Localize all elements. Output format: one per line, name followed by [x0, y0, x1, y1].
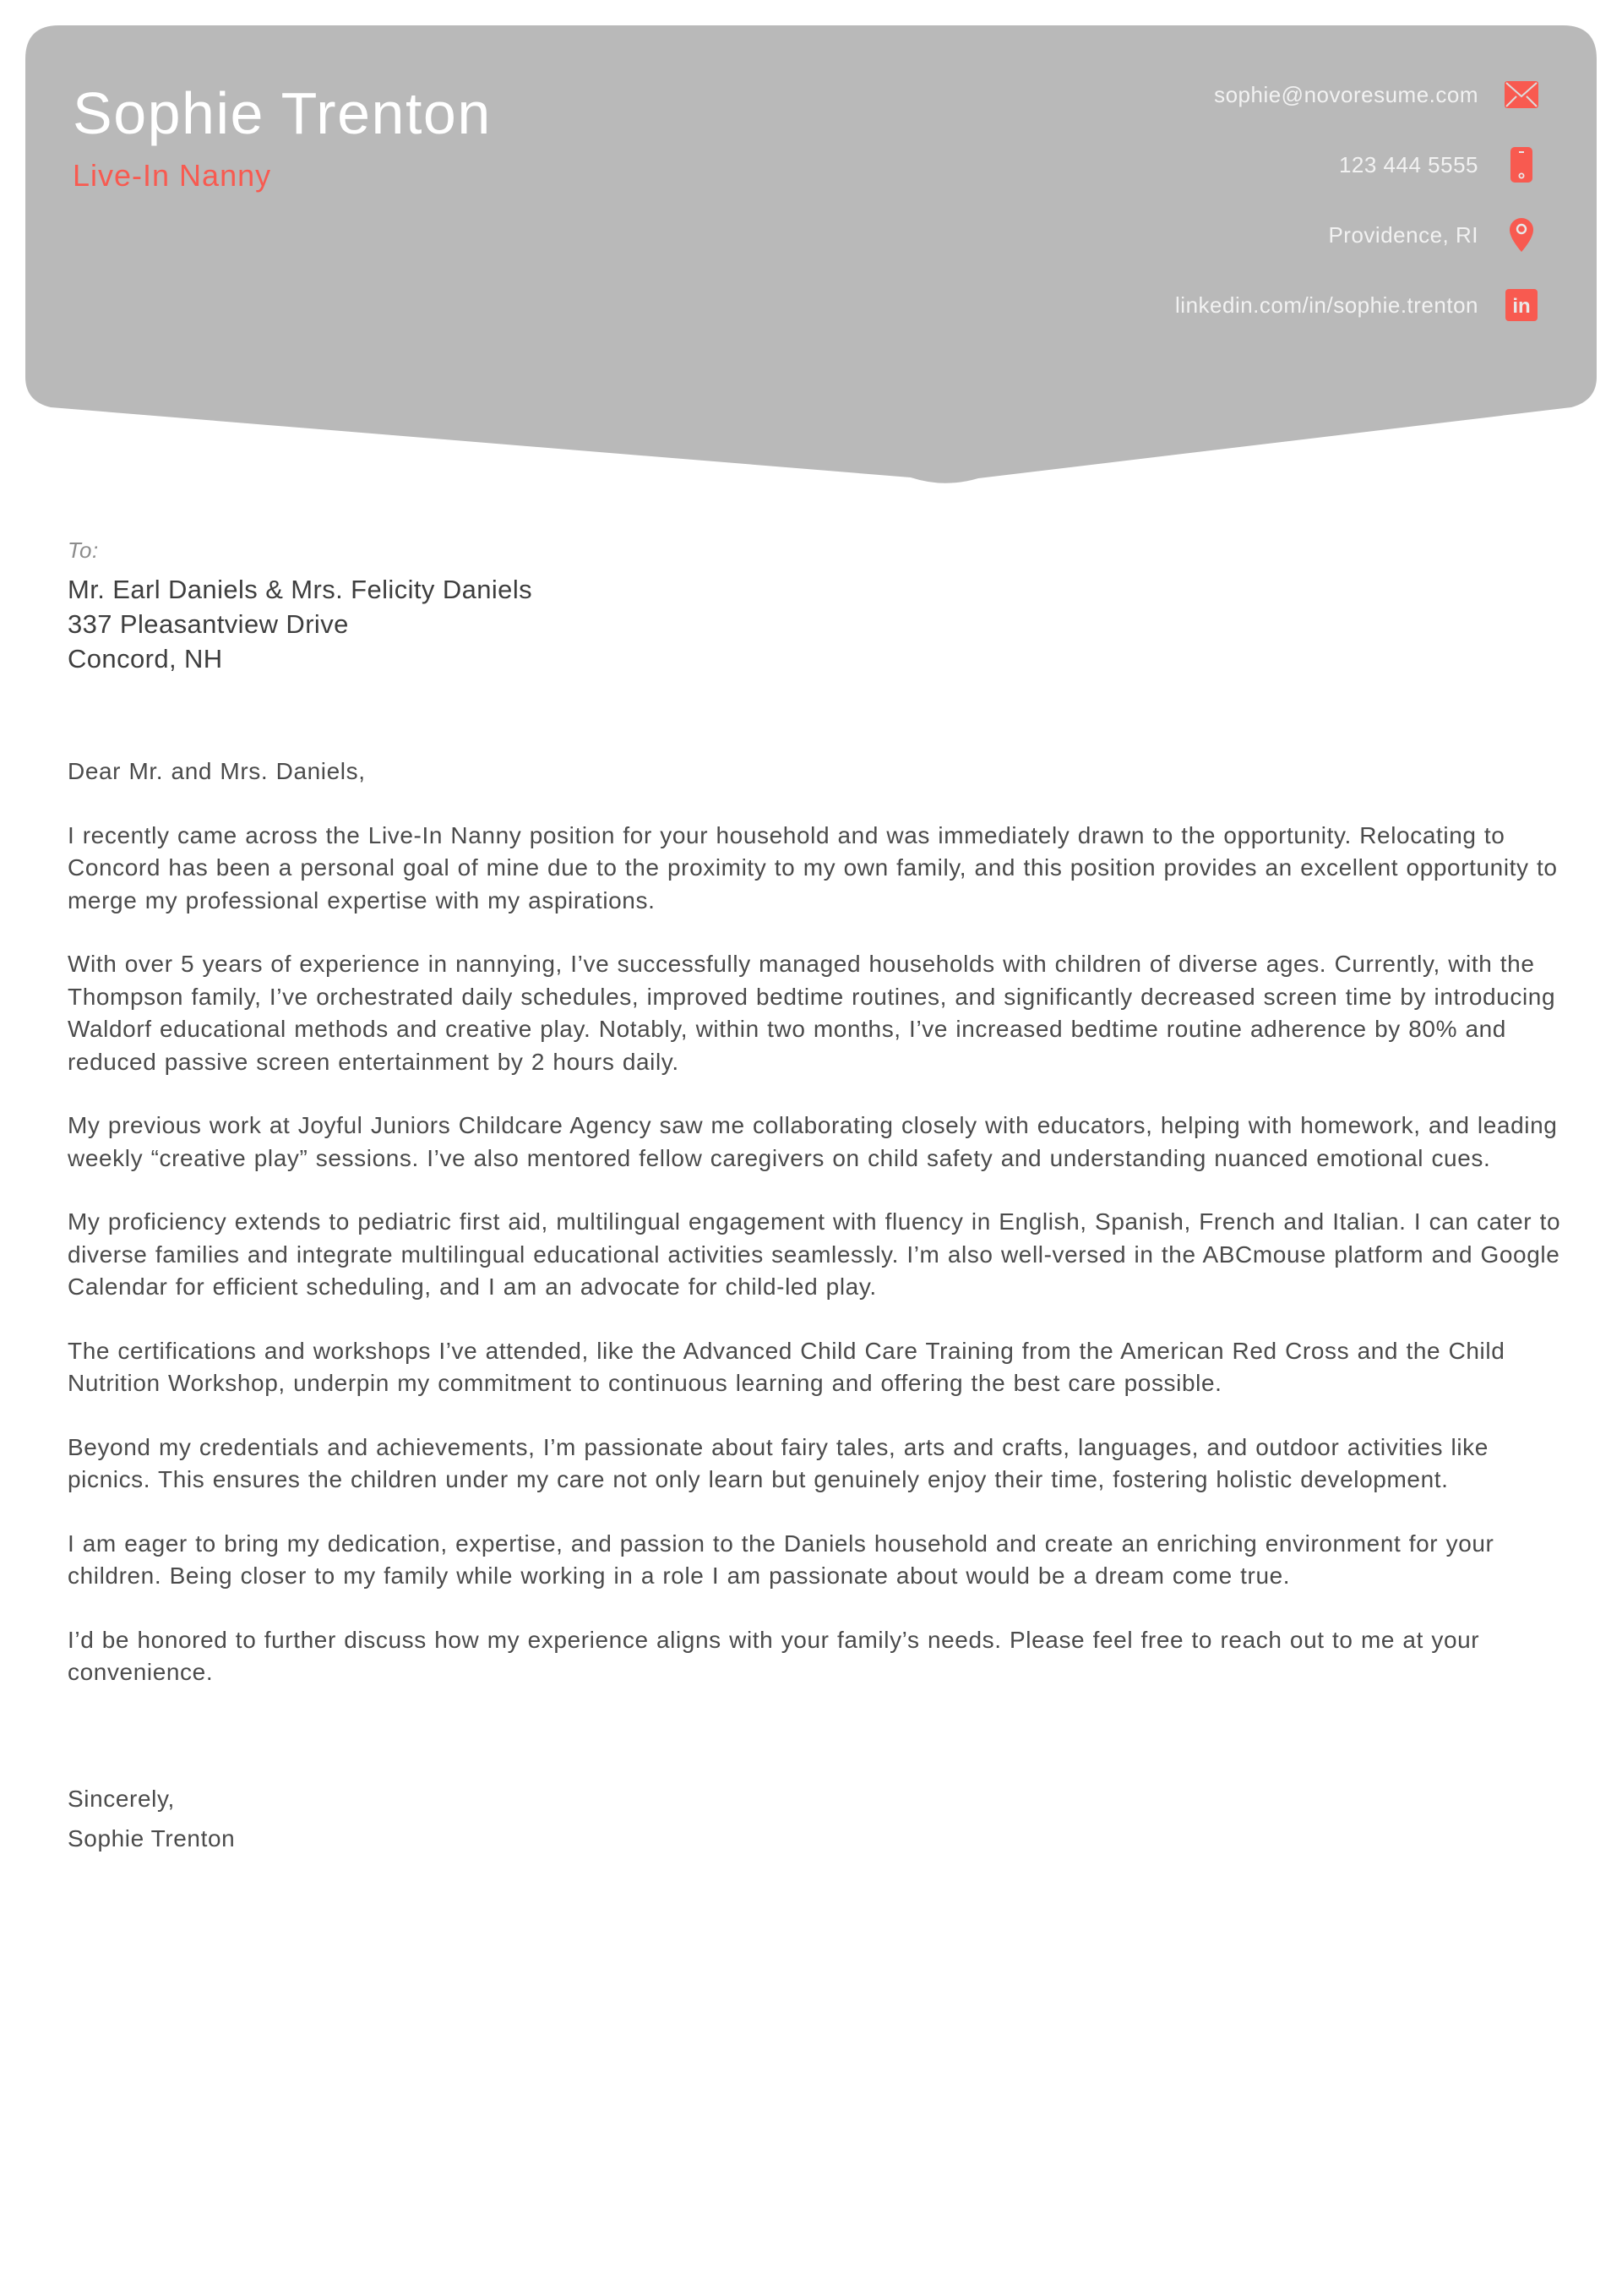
paragraph-previous-work: My previous work at Joyful Juniors Childcare Agency saw me collaborating closely with educators, helping with homework, and leading weekly “creative play” sessions. I’ve also mentored fellow caregivers on child safety and understanding nuanced emotional cues.	[68, 1112, 1558, 1171]
linkedin-icon	[1504, 287, 1539, 323]
paragraph-intro: I recently came across the Live-In Nanny position for your household and was immediately drawn to the opportunity. Relocating to Concord has been a personal goal of mine due to the proximity to my own family, and this position provides an excellent opportunity to merge my professional expertise with my aspirations.	[68, 821, 1558, 913]
linkedin-text: linkedin.com/in/sophie.trenton	[1175, 292, 1478, 318]
contact-list	[1175, 77, 1539, 323]
contact-row-phone	[1175, 147, 1539, 183]
paragraph-eagerness: I am eager to bring my dedication, expertise, and passion to the Daniels household and create an enriching environment for your children. Being closer to my family while working in a role I am passionate about would be a dream come true.	[68, 1530, 1494, 1589]
email-text: sophie@novoresume.com	[1214, 81, 1478, 107]
job-title: Live-In Nanny	[73, 158, 272, 193]
recipient-block	[68, 572, 1561, 676]
svg-text:in: in	[1512, 295, 1531, 318]
location-text: Providence, RI	[1328, 221, 1478, 248]
mobile-phone-icon	[1504, 147, 1539, 183]
paragraph-proficiency: My proficiency extends to pediatric first aid, multilingual engagement with fluency in English, Spanish, French and Italian. I can cater to diverse families and integrate multilingual educational activities seamlessly. I’m also well-versed in the ABCmouse platform and Google Calendar for efficient scheduling, and I am an advocate for child-led play.	[68, 1208, 1561, 1300]
recipient-line-city: Concord, NH	[68, 644, 223, 674]
paragraph-passions: Beyond my credentials and achievements, I’m passionate about fairy tales, arts and crafts, languages, and outdoor activities like picnics. This ensures the children under my care not only learn but genuinely enjoy their time, fostering holistic development.	[68, 1433, 1489, 1492]
paragraph-certifications: The certifications and workshops I’ve attended, like the Advanced Child Care Training from the American Red Cross and the Child Nutrition Workshop, underpin my commitment to continuous learning and offering the best care possible.	[68, 1337, 1505, 1396]
header-identity	[73, 81, 492, 194]
letter-content	[68, 537, 1561, 1858]
paragraph-experience: With over 5 years of experience in nannying, I’ve successfully managed households with children of diverse ages. Currently, with the Thompson family, I’ve orchestrated daily schedules, improved bedtime routines, and significantly decreased screen time by introducing Waldorf educational methods and creative play. Notably, within two months, I’ve increased bedtime routine adherence by 80% and reduced passive screen entertainment by 2 hours daily.	[68, 951, 1556, 1075]
contact-row-location	[1175, 217, 1539, 253]
closing-block	[68, 1779, 1561, 1858]
letter-body	[68, 755, 1561, 1689]
envelope-icon	[1504, 77, 1539, 112]
recipient-line-names: Mr. Earl Daniels & Mrs. Felicity Daniels	[68, 575, 533, 604]
recipient-line-street: 337 Pleasantview Drive	[68, 609, 349, 639]
contact-row-email	[1175, 77, 1539, 112]
signature-name: Sophie Trenton	[68, 1824, 236, 1852]
closing-word: Sincerely,	[68, 1785, 175, 1812]
to-label: To:	[68, 537, 99, 563]
contact-row-linkedin	[1175, 287, 1539, 323]
person-name: Sophie Trenton	[73, 80, 492, 146]
phone-text: 123 444 5555	[1338, 151, 1478, 177]
map-pin-icon	[1504, 217, 1539, 253]
paragraph-call-to-action: I’d be honored to further discuss how my experience aligns with your family’s needs. Please feel free to reach out to me at your convenience.	[68, 1626, 1480, 1685]
salutation: Dear Mr. and Mrs. Daniels,	[68, 758, 366, 784]
